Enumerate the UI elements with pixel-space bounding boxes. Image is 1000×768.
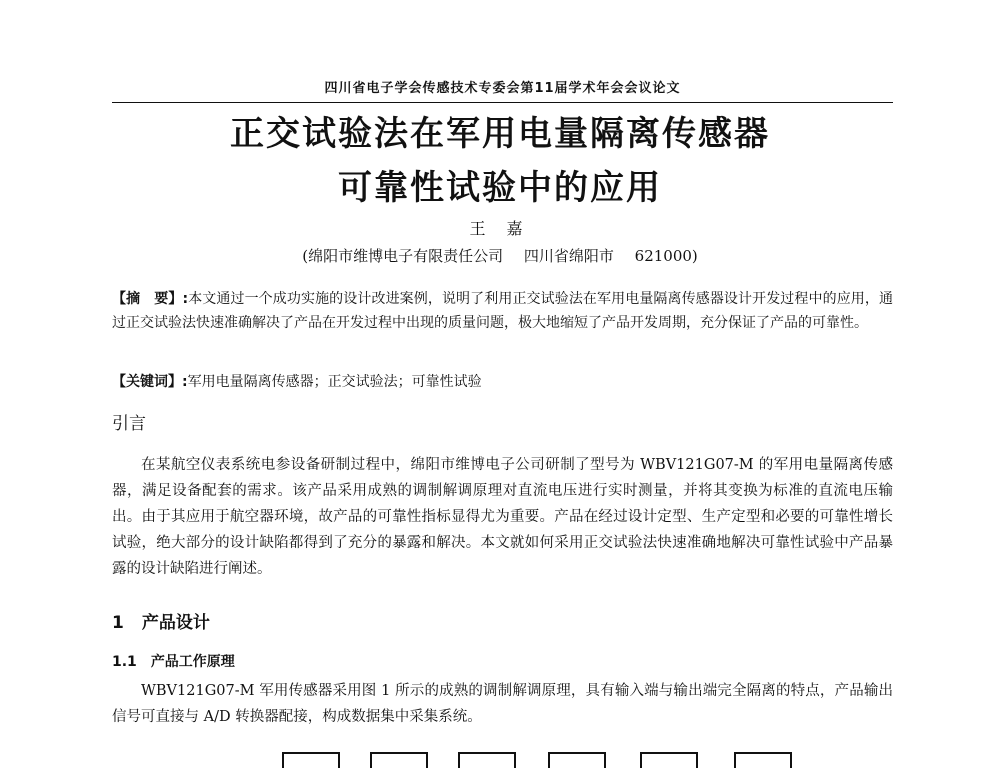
section-1-1-title: 产品工作原理 (150, 654, 235, 670)
abstract-label: 【摘 要】: (112, 291, 189, 307)
section-1-1-number: 1.1 (112, 654, 137, 670)
keywords (112, 371, 893, 393)
affiliation (0, 246, 1000, 266)
abstract (112, 287, 893, 335)
figure-block (458, 752, 516, 768)
abstract-text: 本文通过一个成功实施的设计改进案例，说明了利用正交试验法在军用电量隔离传感器设计开发过程中的应用，通过正交试验法快速准确解决了产品在开发过程中出现的质量问题，极大地缩短了产品开发周期，充分保证了产品的可靠性。 (112, 291, 893, 331)
section-1-heading (112, 611, 210, 635)
figure-block (282, 752, 340, 768)
intro-paragraph: 在某航空仪表系统电参设备研制过程中，绵阳市维博电子公司研制了型号为 WBV121G07-M 的军用电量隔离传感器，满足设备配套的需求。该产品采用成熟的调制解调原理对直流电压进行实时测量，并将其变换为标准的直流电压输出。由于其应用于航空器环境，故产品的可靠性指标显得尤为重要。产品在经过设计定型、生产定型和必要的可靠性增长试验，绝大部分的设计缺陷都得到了充分的暴露和解决。本文就如何采用正交试验法快速准确地解决可靠性试验中产品暴露的设计缺陷进行阐述。 (112, 457, 893, 577)
section-1-1-heading (112, 652, 235, 672)
figure-block (640, 752, 698, 768)
figure-block (548, 752, 606, 768)
figure-1-top-edge (112, 750, 893, 760)
keywords-text: 军用电量隔离传感器；正交试验法；可靠性试验 (187, 374, 482, 390)
affiliation-city: 四川省绵阳市 (523, 247, 614, 265)
running-header: 四川省电子学会传感技术专委会第11届学术年会会议论文 (324, 81, 681, 96)
section-1-1-paragraph: WBV121G07-M 军用传感器采用图 1 所示的成熟的调制解调原理，具有输入端与输出端完全隔离的特点，产品输出信号可直接与 A/D 转换器配接，构成数据集中采集系统。 (112, 683, 893, 725)
section-1-title: 产品设计 (141, 613, 210, 633)
author: 王 嘉 (469, 219, 531, 238)
figure-block (734, 752, 792, 768)
title-line-2: 可靠性试验中的应用 (338, 168, 662, 208)
section-1-number: 1 (112, 613, 124, 633)
figure-block (370, 752, 428, 768)
header-rule (112, 102, 893, 103)
title-line-1: 正交试验法在军用电量隔离传感器 (230, 114, 770, 154)
affiliation-postcode: 621000) (634, 247, 698, 265)
intro-heading: 引言 (112, 414, 146, 434)
affiliation-org: (绵阳市维博电子有限责任公司 (302, 247, 504, 265)
keywords-label: 【关键词】: (112, 374, 188, 390)
